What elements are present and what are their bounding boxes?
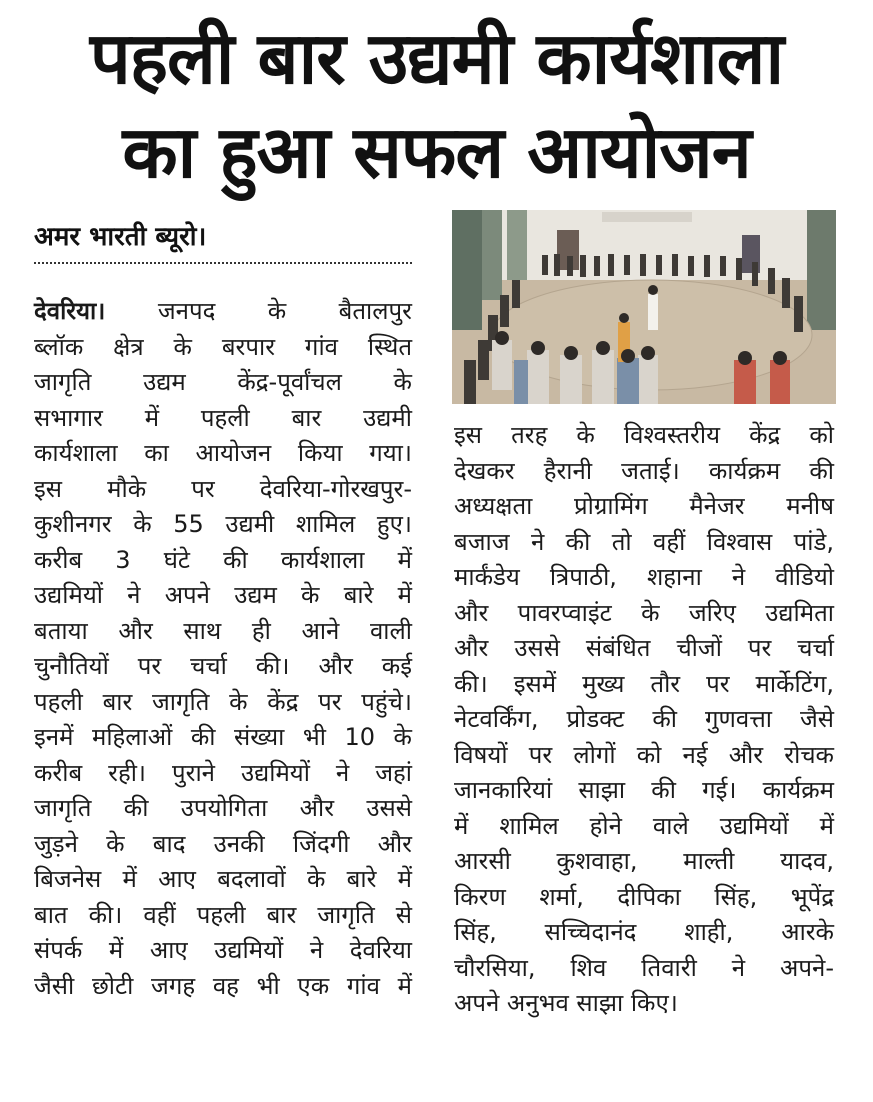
column-2-line: इस तरह के विश्वस्तरीय केंद्र को bbox=[454, 421, 834, 449]
headline-line-1: पहली बार उद्यमी कार्यशाला bbox=[89, 16, 784, 100]
column-1-line: चुनौतियों पर चर्चा की। और कई bbox=[34, 652, 412, 680]
column-1-line: संपर्क में आए उद्यमियों ने देवरिया bbox=[34, 936, 412, 964]
column-1-line: जागृति उद्यम केंद्र-पूर्वांचल के bbox=[34, 368, 412, 396]
column-2-line: देखकर हैरानी जताई। कार्यक्रम की bbox=[454, 456, 834, 485]
column-2-line: किरण शर्मा, दीपिका सिंह, भूपेंद्र bbox=[454, 882, 834, 911]
column-1-line: करीब 3 घंटे की कार्यशाला में bbox=[34, 545, 412, 574]
column-2-line: विषयों पर लोगों को नई और रोचक bbox=[454, 740, 834, 769]
clipped-previous-text bbox=[0, 0, 873, 6]
column-1-line-0-text: जनपद के बैतालपुर bbox=[157, 297, 412, 325]
column-1-line: कुशीनगर के 55 उद्यमी शामिल हुए। bbox=[34, 510, 412, 538]
workshop-photo bbox=[452, 210, 836, 404]
column-1-line: बताया और साथ ही आने वाली bbox=[34, 616, 412, 645]
column-1-line: जैसी छोटी जगह वह भी एक गांव में bbox=[34, 971, 412, 1000]
column-2-line: और उससे संबंधित चीजों पर चर्चा bbox=[454, 634, 834, 662]
column-1-line: करीब रही। पुराने उद्यमियों ने जहां bbox=[34, 758, 412, 787]
column-2-line: आरसी कुशवाहा, माल्ती यादव, bbox=[454, 847, 834, 875]
column-1-line: पहली बार जागृति के केंद्र पर पहुंचे। bbox=[34, 687, 412, 716]
column-1-line: इस मौके पर देवरिया-गोरखपुर- bbox=[34, 474, 412, 503]
column-2-line: और पावरप्वाइंट के जरिए उद्यमिता bbox=[454, 598, 834, 627]
headline-line-2: का हुआ सफल आयोजन bbox=[122, 110, 751, 194]
column-1-line: इनमें महिलाओं की संख्या भी 10 के bbox=[34, 723, 412, 751]
column-2-line: अध्यक्षता प्रोग्रामिंग मैनेजर मनीष bbox=[454, 492, 834, 520]
column-1-line: जुड़ने के बाद उनकी जिंदगी और bbox=[34, 829, 412, 858]
column-2-line: अपने अनुभव साझा किए। bbox=[454, 989, 678, 1017]
column-1-line: सभागार में पहली बार उद्यमी bbox=[34, 403, 412, 432]
column-2-line: नेटवर्किंग, प्रोडक्ट की गुणवत्ता जैसे bbox=[454, 705, 834, 733]
article-column-2 bbox=[454, 418, 834, 1022]
column-2-line: बजाज ने की तो वहीं विश्वास पांडे, bbox=[454, 527, 834, 556]
column-1-line: बात की। वहीं पहली बार जागृति से bbox=[34, 900, 412, 929]
column-1-line: उद्यमियों ने अपने उद्यम के बारे में bbox=[34, 581, 412, 609]
byline: अमर भारती ब्यूरो। bbox=[34, 222, 207, 252]
column-2-line: की। इसमें मुख्य तौर पर मार्केटिंग, bbox=[454, 669, 834, 698]
dateline: देवरिया। bbox=[34, 297, 106, 325]
column-2-line: चौरसिया, शिव तिवारी ने अपने- bbox=[454, 953, 834, 982]
column-1-line: ब्लॉक क्षेत्र के बरपार गांव स्थित bbox=[34, 332, 412, 361]
column-2-line: मार्कंडेय त्रिपाठी, शहाना ने वीडियो bbox=[454, 563, 834, 591]
column-2-line: जानकारियां साझा की गई। कार्यक्रम bbox=[454, 776, 834, 804]
column-2-line: सिंह, सच्चिदानंद शाही, आरके bbox=[454, 918, 834, 946]
column-2-line: में शामिल होने वाले उद्यमियों में bbox=[454, 811, 834, 840]
column-1-line: बिजनेस में आए बदलावों के बारे में bbox=[34, 865, 412, 893]
byline-divider bbox=[34, 262, 412, 264]
column-1-line: कार्यशाला का आयोजन किया गया। bbox=[34, 439, 412, 467]
column-1-line: जागृति की उपयोगिता और उससे bbox=[34, 794, 412, 822]
article-column-1 bbox=[34, 294, 412, 1004]
column-1-line-0 bbox=[34, 294, 412, 330]
